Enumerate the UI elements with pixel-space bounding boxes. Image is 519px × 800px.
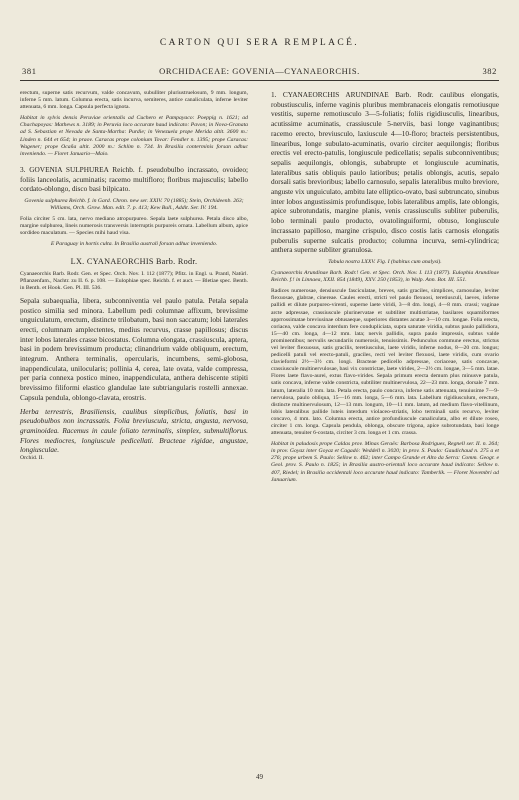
- paragraph-cultivation: E Paraguay in hortis culta. In Brasilia australi forsan adhuc inveniendo.: [50, 241, 218, 248]
- genus-heading: LX. CYANAEORCHIS Barb. Rodr.: [70, 256, 198, 266]
- synonymy-cyanaeorchis: Cyanaeorchis Arundinae Barb. Rodr.! Gen. et Spec. Orch. Nov. I. 113 (1877). Eulophia Arundinae Reichb. f.! in Linnaea, XXII. 854 (1849), XXV. 250 (1853), in Walp. Ann. Bot. III. 551.: [271, 270, 499, 284]
- genus-habit: Herba terrestris, Brasiliensis, caulibus simplicibus, foliatis, basi in pseudobulbos non incrassatis. Folia breviuscula, stricta, angusta, nervosa, graminoidea. Racemus in caule foliato terminalis, simplex, submultiflorus. Flores mediocres, longiuscule pedicellati. Bracteae rigidae, angustae, longiusculae.: [20, 406, 248, 455]
- left-column: [20, 90, 248, 465]
- header-title: ORCHIDACEAE: GOVENIA—CYANAEORCHIS.: [159, 66, 360, 76]
- signature-mark: Orchid. II.: [20, 455, 44, 462]
- right-column: [271, 90, 499, 484]
- sheet-number: 49: [256, 773, 263, 781]
- genus-description: Sepala subaequalia, libera, subconniventia vel paulo patula. Petala sepala postico similia sed minora. Labellum pedi columnae affixum, brevissime unguiculatum, erectum, distincte trilobatum, basi non saccatum; lobi laterales erecti, columnam amplectentes, medius recurvus, crasse papillosus; discus inter lobos laterales crasse bicostatus. Columna elongata, crassiuscula, aptera, basi in podem brevissimum producta; clinandrium valde obliquum, erectum, integrum. Anthera terminalis, opercularis, incumbens, semi-globosa, inappendiculata, unilocularis; pollinia 4, cerea, late ovata, valde compressa, per paria connexa postico mineo, inappendiculata, anthera dehiscente stipiti brevissimo filiformi elastico glandulae late subtriangularis rostelli annexae. Capsula pendula, oblongo-clavata, erostris.: [20, 295, 248, 402]
- running-head: CARTON QUI SERA REMPLACÉ.: [159, 38, 360, 48]
- paragraph-description-end: erectum, superne satis recurvum, valde concavum, subulliter pluriustruelosum, 9 mm. longum, inferne 5 mm. latum. Columna erecta, satis incurva, semiteres, antice canaliculata, inferne leviter attenuata, 6 mm. longa. Capsula perfecta ignota.: [20, 90, 248, 111]
- page-number-left: 381: [22, 66, 37, 76]
- species-heading-cyanaeorchis-arundinae: 1. CYANAEORCHIS ARUNDINAE Barb. Rodr. caulibus elongatis, robustiusculis, inferne vaginis pluribus membranaceis elongatis remotiusque vestitis, superne remotiusculo 3—5-foliatis; foliis rigidiusculis, linearibus, acutissime acuminatis, crassiuscule 5-nerviis, basi longe vaginantibus; racemo erecto, breviusculo, laxiuscule 4—10-floro; bracteis persistentibus, linearibus, longe subulato-acuminatis, ovario circiter aequilongis; floribus erectis vel erecto-patulis, longiuscule pedicellatis; sepalis subconniventibus; sepalis aequilongis, oblongis, subabrupte et longiuscule acuminatis, lateralibus satis obliquis paulo latioribus; petalis oblongis, acutis, sepalo dorsali satis brevioribus; labello carnosulo, sepalis lateralibus multo breviore, anguste vix unguiculato, ambitu late elliptico-ovato, basi subtruncato, sinubus inter lobos angustissimis profundisque, lobis lateralibus amplis, late oblongis, apice subrotundatis, margine planis, venis crassiusculis subliter puberulis, lobo terminali paulo producto, ovatolinguiformi, obtuso, longiuscule incrassato papilloso, margine crispulo, disco costis latis carnosis elongatis puberulis superne sulcatis producto; columna incurva, semi-cylindrica; anthera superne subliter granulosa.: [271, 90, 499, 255]
- page-number-right: 382: [482, 66, 497, 76]
- species-description: Radices numerosae, densiuscule fasciculatae, breves, satis graciles, simplices, carnosulae, leviter flexuosae, glabrae, cinereae. Caules erecti, stricti vel paulo flexuosi, teretiusculi, laeves, inferne pallidi et dilute purpureo-virenti, superne laete viridi, 3—8 dm. longi, 4—8 mm. crassi; vaginae arcte adpressae, crassiuscule plurinervatae et subtiliter multistriatae, basilares squamiformes apprrossimatae breviusinae obtusaeque, superiores distantes acutae 3—10 cm. longae. Folia erecta, coriacea, valde concava interdum fere condupliciata, supra saturate viridia, subtus paulo pallidiora, 15—40 cm. longa, 4—12 mm. lata; nervis pallidis, supra paulo impressis, subtus valde prominentibus; nervulis secundariis numerosis, tenuissimis. Pedunculus commune erectus, strictus vel leviter flexuosus, satis gracilis, teretiusculus, laete viridis, inferne nodus, 8—20 cm. longus; pedicelli patuli vel erecto-patuli, graciles, recti vel leviter flexuosi, laete viridis, cum ovario clavieformi 2½—3½ cm. longi. Bracteae pedicello adpressae, coriaceae, satis concavae, crassiuscule multinervulosae, basi vix constrictae, laete virides, 2—2½ cm. longae, 3—5 mm. latae. Flores laete flavo-aurei, extus flavo-virides. Sepala primum erecta demum plus minusve patula, satis concava, inferne valde constricta, subtiliter multinervulosa, 22—23 mm. longa, dorsale 7 mm. latum, lateralia 10 mm. lata. Petala erecta, paulo concava, inferne satis attenuata, tenuiusime 7—9-nervulosa, paulo obliqua, 15—16 mm. longa, 5—6 mm. lata. Labellum rigidiusculum, erectum, distincte multinervulosum, 12—13 mm. longum, 10—11 mm. latum, ad medium flavo-vitellinum, lobis lateralibus pallide luteis interdum violaceo-striatis, lobo terminali satis recurvo, leviter concavo, 4 mm. lato. Columna erecta, antice profundiuscule canaliculata, albo et dilute roseo, circiter 1 cm. longa. Capsula pendula, oblonga, obscure trigona, apice subrotundata, basi longe attenuata, tenuiter 6-costata, circiter 3 cm. longa et 1 cm. crassa.: [271, 288, 499, 437]
- habitat-cyanaeorchis: Habitat in paludosis prope Caldas prov. Minas Geraës: Barbosa Rodrigues, Regnell ser. II. n. 264; in prov. Goyaz inter Goyaz et Cagadó: Weddell n. 3020; in prov. S. Paulo: Gaudichaud n. 275 a et 276; prope urbem S. Paulo: Sellow n. 462; inter Campo Grande et Alto da Serra: Comm. Geogr. e Geol. prov. S. Paulo n. 1825; in Brasilia austro-orientali loco accurate haud indicato: Sellow n. 407, Riedel; in Brasilia occidentali loco accurate haud indicato: Tamberlik. — Floret Novembri ad Januarium.: [271, 441, 499, 483]
- paragraph-notes: Folia circiter 5 cm. lata, nervo mediano atropurpureo. Sepala laete sulphurea. Petala disco albo, margine sulphurea, lineis numerosis transversis interruptis purpureis ornata. Labellum album, apice sordideo maculatum. — Species mihi haud visa.: [20, 216, 248, 237]
- sheet-number-line: [0, 773, 519, 783]
- paragraph-habitat: Habitat in sylvis densis Peruviae orientalis ad Cuchero et Pampayaco: Poeppig n. 1621; ad Chachapoyas: Mathews n. 3189; in Peruvia loco accurate haud indicato: Pavon; in Nova-Granata ad S. Sebastian et Nevada de Santa-Martha: Purdie; in Venezuela prope Merida altit. 3600 m.: Linden n. 644 et 654; in praov. Caracas prope colonium Tovar: Fendler n. 1395; prope Caracas: Wagener; prope Ocaña altit. 2000 m.: Schlim n. 734. In Brasilia conterminis forsan adhuc inveniendo. — Floret Januario—Maio.: [20, 115, 248, 157]
- genus-citation: Cyanaeorchis Barb. Rodr. Gen. et Spec. Orch. Nov. I. 112 (1877); Pfitz. in Engl. u. Prantl, Natürl. Pflanzenfam., Nachtr. zu II. 6. p. 108. — Eulophiae spec. Reichb. f. et auct. — Bletiae spec. Benth. in Benth. et Hook. Gen. Pl. III. 536.: [20, 270, 248, 291]
- species-heading-govenia-sulphurea: 3. GOVENIA SULPHUREA Reichb. f. pseudobulbo incrassato, ovoideo; foliis lanceolatis, acuminatis; racemo multifloro; floribus majusculis; labello cordato-oblongo, disco basi bilpicato.: [20, 164, 248, 194]
- header-rule: [20, 80, 499, 81]
- page-header: [20, 66, 499, 78]
- synonymy-govenia: Govenia sulphurea Reichb. f. in Gard. Chron. new ser. XXIV. 70 (1885); Stein, Orchideenb. 263; Williams, Orch. Grow. Man. edit. 7. p. 413; Kew Bull., Addit. Ser. IV. 194.: [24, 197, 244, 212]
- signature-line: [20, 455, 248, 465]
- plate-reference: Tabula nostra LXXV. Fig. I (habitus cum analysi).: [328, 258, 442, 265]
